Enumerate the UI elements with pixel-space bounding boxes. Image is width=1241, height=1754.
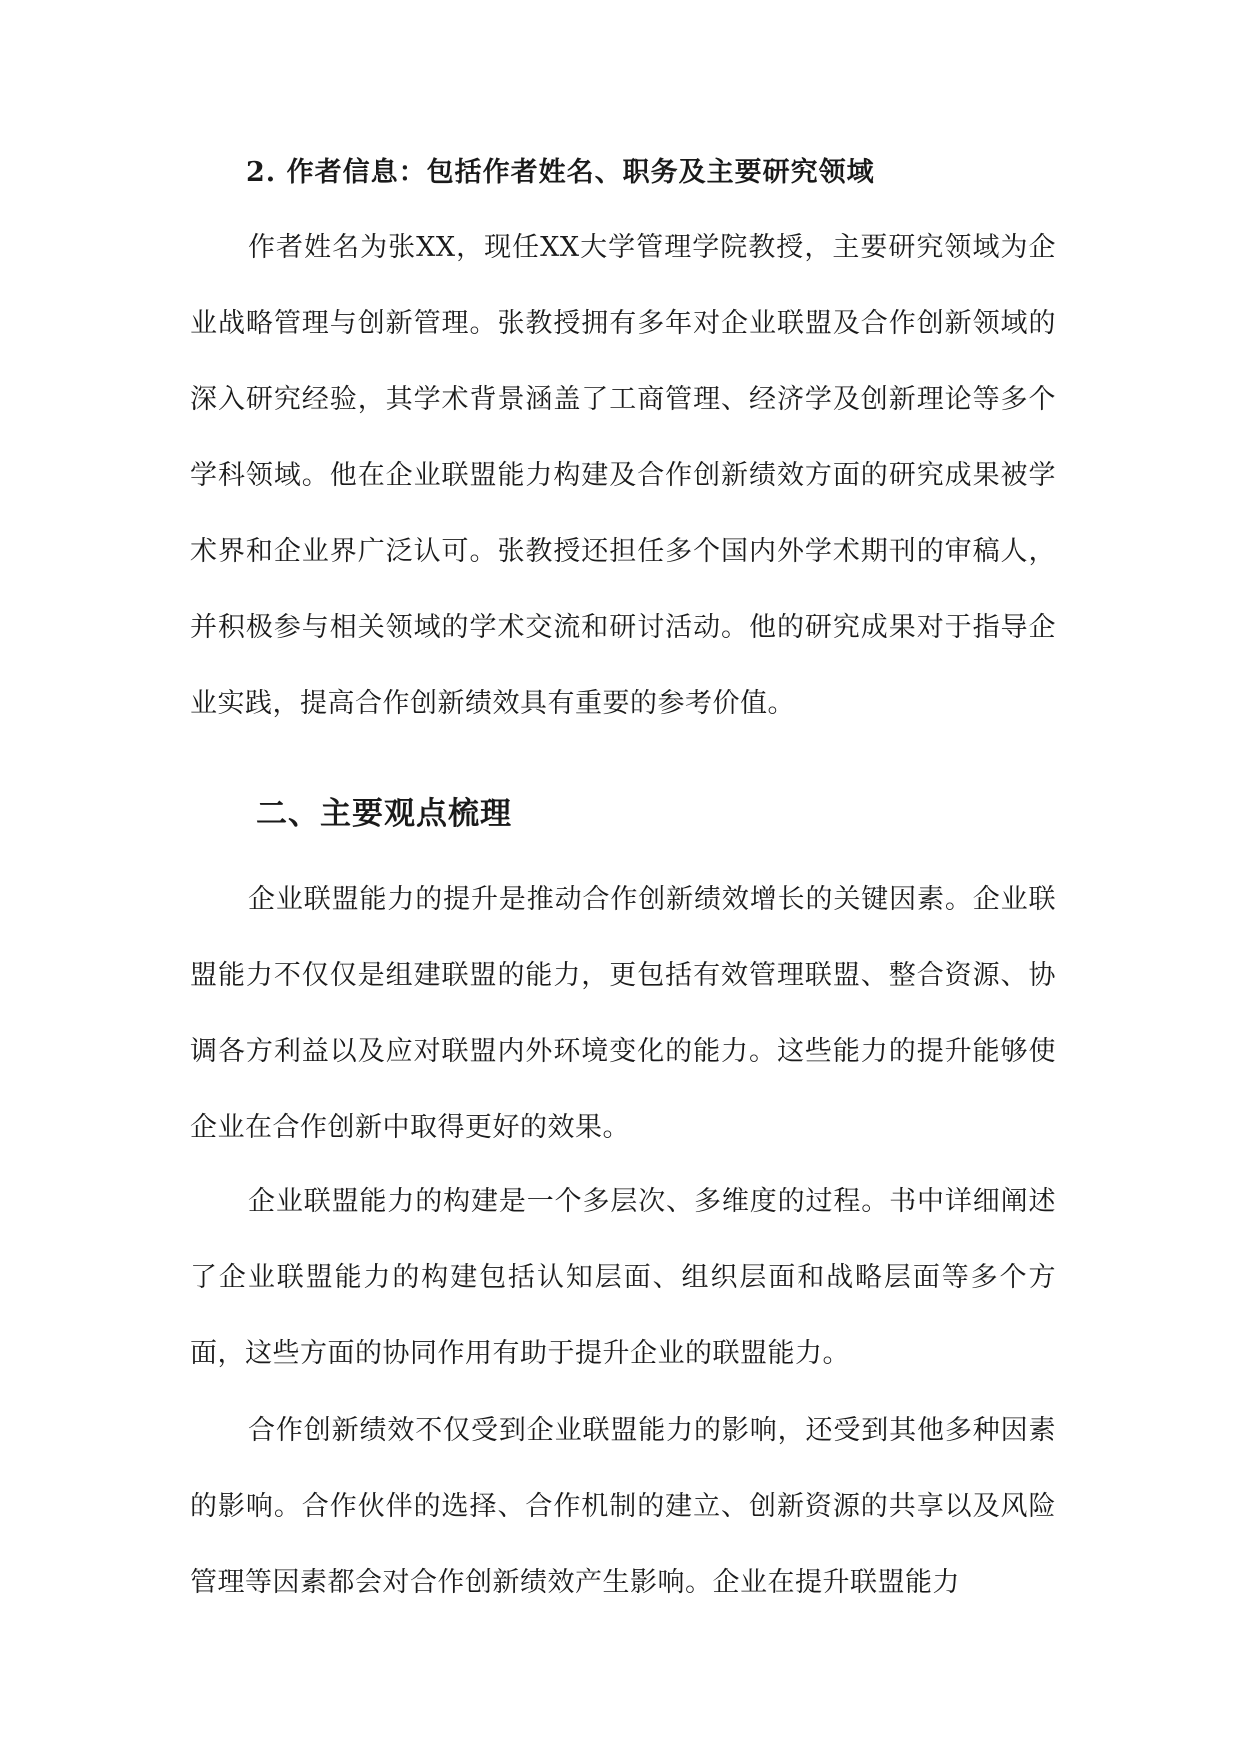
main-viewpoints-heading: 二、主要观点梳理 xyxy=(256,796,512,832)
viewpoint-paragraph-3: 合作创新绩效不仅受到企业联盟能力的影响，还受到其他多种因素的影响。合作伙伴的选择、合作机制的建立、创新资源的共享以及风险管理等因素都会对合作创新绩效产生影响。企业在提升联盟能力 xyxy=(190,1415,1056,1598)
author-info-heading: 2. 作者信息：包括作者姓名、职务及主要研究领域 xyxy=(246,157,875,188)
viewpoint-paragraph-1: 企业联盟能力的提升是推动合作创新绩效增长的关键因素。企业联盟能力不仅仅是组建联盟的能力，更包括有效管理联盟、整合资源、协调各方利益以及应对联盟内外环境变化的能力。这些能力的提升能够使企业在合作创新中取得更好的效果。 xyxy=(190,884,1056,1143)
viewpoint-paragraph-2: 企业联盟能力的构建是一个多层次、多维度的过程。书中详细阐述了企业联盟能力的构建包括认知层面、组织层面和战略层面等多个方面，这些方面的协同作用有助于提升企业的联盟能力。 xyxy=(190,1186,1056,1369)
author-info-paragraph: 作者姓名为张XX，现任XX大学管理学院教授，主要研究领域为企业战略管理与创新管理。张教授拥有多年对企业联盟及合作创新领域的深入研究经验，其学术背景涵盖了工商管理、经济学及创新理论等多个学科领域。他在企业联盟能力构建及合作创新绩效方面的研究成果被学术界和企业界广泛认可。张教授还担任多个国内外学术期刊的审稿人，并积极参与相关领域的学术交流和研讨活动。他的研究成果对于指导企业实践，提高合作创新绩效具有重要的参考价值。 xyxy=(190,232,1056,719)
